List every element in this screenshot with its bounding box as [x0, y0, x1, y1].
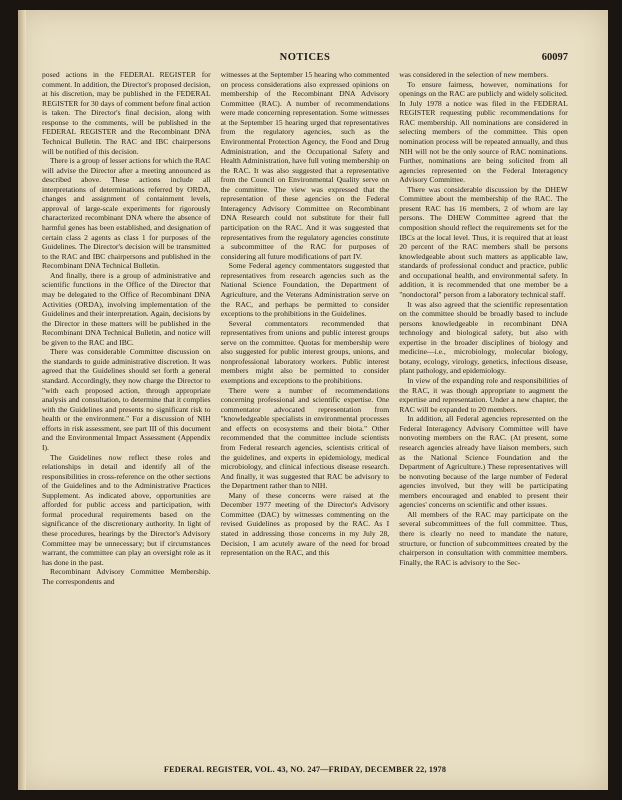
paragraph: To ensure fairness, however, nominations for openings on the RAC are publicly and widely solicited. In July 1978 a notice was filed in the FEDERAL REGISTER requesting public recommendations for RAC membership. All nominations are considered in selecting members of the committee. This open nomination process will be repeated annually, and thus NIH will not be the only source of RAC nominations. Further, nominations are being solicited from all agencies represented on the Federal Interagency Advisory Committee.	[399, 79, 568, 185]
paragraph: It was also agreed that the scientific representation on the committee should be broadly based to include persons knowledgeable in recombinant DNA technology and biological safety, but also with expertise in the broader disciplines of biology and medicine—i.e., microbiology, molecular biology, botany, ecology, virology, genetics, infectious disease, plant pathology, and epidemiology.	[399, 299, 568, 376]
paragraph: posed actions in the FEDERAL REGISTER for comment. In addition, the Director's proposed decision, at his discretion, may be published in the FEDERAL REGISTER for 30 days of comment before final action is taken. The Director's final decision, along with response to the comments, will be published in the FEDERAL REGISTER and the Recombinant DNA Technical Bulletin. The RAC and IBC chairpersons will be notified of this decision.	[42, 70, 211, 156]
paragraph: The Guidelines now reflect these roles and relationships in detail and identify all of the responsibilities in cross-reference on the other sections of the Guidelines and to the Administrative Practices Supplement. As indicated above, opportunities are afforded for public access and participation, with formal procedural requirements based on the significance of the discretionary authority. In light of these procedures, hearings by the Director's Advisory Committee may be unnecessary; but if circumstances warrant, the committee can play an oversight role as it has done in the past.	[42, 452, 211, 567]
paragraph: In addition, all Federal agencies represented on the Federal Interagency Advisory Committee will have nonvoting members on the RAC. (At present, some research agencies already have liaison members, such as the National Science Foundation and the Department of Agriculture.) These representatives will be nonvoting because of the large number of Federal agencies involved, but they will be participating members encouraged and enabled to present their agencies' concerns on scientific and other issues.	[399, 414, 568, 510]
paragraph: Many of these concerns were raised at the December 1977 meeting of the Director's Advisory Committee (DAC) by witnesses commenting on the revised Guidelines as proposed by the RAC. As I stated in addressing those concerns in my July 28, Decision, I am acutely aware of the need for broad representation on the RAC, and this	[220, 490, 390, 558]
paragraph: There is a group of lesser actions for which the RAC will advise the Director after a meeting announced as described above. These actions include all interpretations of determinations referred by ORDA, changes and assignment of containment levels, approval of large-scale experiments for rigorously characterized recombinant DNA where the absence of harmful genes has been established, and designation of certain class 2 agents as class 1 for purposes of the Guidelines. The Director's decision will be transmitted to the RAC and IBC chairpersons and published in the Recombinant DNA Technical Bulletin.	[42, 156, 211, 271]
paragraph: was considered in the selection of new members.	[399, 70, 549, 79]
column-middle	[221, 70, 390, 760]
paragraph: In view of the expanding role and responsibilities of the RAC, it was though appropriate to augment the expertise and representation. Under a new chapter, the RAC will be expanded to 20 members.	[399, 376, 568, 414]
paragraph: There were a number of recommendations concerning professional and scientific expertise. One commentator advocated representation from "knowledgeable specialists in environmental processes and effects on ecosystems and their biota." Other recommended that the committee include scientists from Federal research agencies, scientists critical of the guidelines, and experts in epidemiology, medical microbiology, and clinical infectious disease research. And finally, it was suggested that RAC be advisory to the Department rather than to NIH.	[220, 385, 390, 491]
column-left	[42, 70, 211, 760]
paragraph: There was considerable discussion by the DHEW Committee about the membership of the RAC. The present RAC has 16 members, 2 of whom are lay persons. The DHEW Committee agreed that the composition should reflect the requirements set for the IBCs at the local level. Thus, it is required that at least 20 percent of the RAC members shall be persons knowledgeable about such matters as applicable law, standards of professional conduct and practice, public and occupational health, and environmental safety. In addition, it is recommended that one member be a "nondoctoral" person from a laboratory technical staff.	[399, 184, 568, 299]
paragraph: All members of the RAC may participate on the several subcommittees of the full committee. Thus, there is clearly no need to mandate the nature, structure, or function of subcommittees created by the chairperson in consultation with committee members. Finally, the RAC is advisory to the Sec-	[399, 509, 568, 567]
paragraph: And finally, there is a group of administrative and scientific functions in the Office of the Director that may be delegated to the Office of Recombinant DNA Activities (ORDA), involving implementation of the Guidelines and their interpretation. Again, decisions by the Director in these matters will be published in the Recombinant DNA Technical Bulletin, and notice will be given to the RAC and IBC.	[42, 270, 211, 347]
page-header	[42, 52, 568, 68]
paragraph: Several commentators recommended that representatives from unions and public interest groups serve on the committee. Quotas for membership were also suggested for public interest groups, unions, and nonprofessional laboratory workers. Public interest members might also be permitted to consider exemptions and exceptions to the prohibitions.	[220, 318, 390, 385]
section-title: NOTICES	[279, 52, 331, 63]
page-footer: FEDERAL REGISTER, VOL. 43, NO. 247—FRIDAY, DECEMBER 22, 1978	[163, 765, 447, 774]
paragraph: witnesses at the September 15 hearing who commented on process considerations also expressed opinions on membership of the Recombinant DNA Advisory Committee (RAC). A number of recommendations were made concerning representation. Some witnesses at the September 15 hearing urged that representatives from the regulatory agencies, such as the Environmental Protection Agency, the Food and Drug Administration, and the Occupational Safety and Health Administration, have full voting membership on the RAC. It was also suggested that a representative from the Council on Environmental Quality serve on the committee. The view was expressed that the representation of these agencies on the Federal Interagency Advisory Committee on Recombinant DNA Research could not substitute for their full participation on the RAC. And it was suggested that representatives from the regulatory agencies constitute a subcommittee of the RAC for purposes of considering all future modifications of part IV.	[220, 70, 390, 261]
paragraph: Some Federal agency commentators suggested that representatives from research agencies such as the National Science Foundation, the Department of Agriculture, and the Veterans Administration serve on the RAC, and perhaps be permitted to consider exceptions to the prohibitions in the Guidelines.	[220, 261, 390, 319]
page-binding-edge	[18, 10, 26, 790]
text-columns	[42, 70, 568, 760]
column-right	[399, 70, 568, 760]
paragraph: Recombinant Advisory Committee Membership. The correspondents and	[42, 567, 211, 586]
paragraph: There was considerable Committee discussion on the standards to guide administrative discretion. It was agreed that the Guidelines should set forth a general standard. Accordingly, they now charge the Director to "with each proposed action, through appropriate analysis and consultation, to determine that it complies with the Guidelines and presents no significant risk to health or the environment." For a discussion of NIH efforts in risk assessment, see part III of this document and the Environmental Impact Assessment (Appendix I).	[42, 347, 211, 452]
page-number: 60097	[541, 52, 568, 63]
